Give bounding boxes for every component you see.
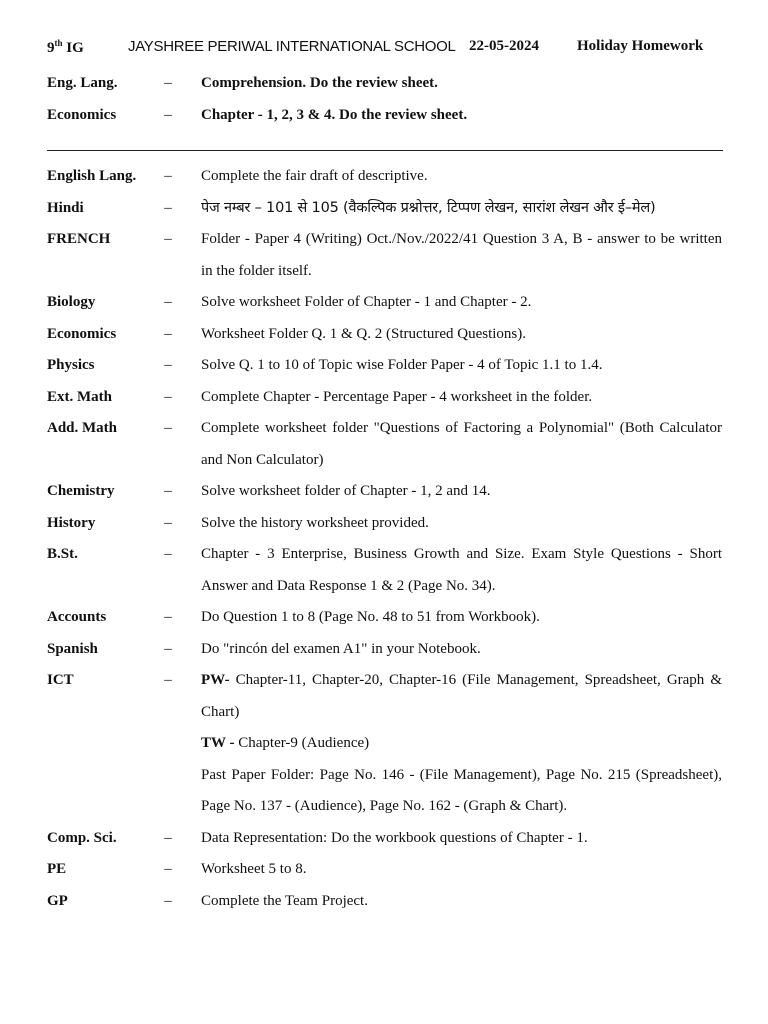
homework-row [47, 539, 723, 602]
task-text: Solve Q. 1 to 10 of Topic wise Folder Paper - 4 of Topic 1.1 to 1.4. [201, 357, 603, 373]
subject-name: Ext. Math [47, 388, 112, 405]
separator-dash: – [164, 106, 172, 123]
separator-dash: – [164, 199, 172, 216]
subject-name: Physics [47, 357, 95, 373]
separator-dash: – [164, 892, 172, 909]
subject-name: B.St. [47, 546, 78, 562]
homework-row [47, 413, 723, 476]
subject-name: History [47, 514, 96, 531]
task-text: Chapter - 1, 2, 3 & 4. Do the review sheet. [201, 106, 468, 123]
homework-row [47, 193, 723, 225]
ict-past-paper-task: Past Paper Folder: Page No. 146 - (File Management), Page No. 215 (Spreadsheet), Page No. 137 - (Audience), Page No. 162 - (Graph & Chart). [201, 766, 722, 814]
document-date: 22-05-2024 [469, 38, 539, 54]
homework-row-ict [47, 665, 723, 823]
subject-name: ICT [47, 672, 74, 688]
homework-row [47, 854, 723, 886]
separator-dash: – [164, 546, 172, 562]
subject-name: GP [47, 892, 68, 909]
task-text: Complete the fair draft of descriptive. [201, 168, 428, 184]
tw-label: TW - [201, 735, 235, 751]
subject-name: Eng. Lang. [47, 75, 118, 91]
ict-practical-task [201, 665, 722, 728]
top-section [47, 68, 723, 131]
document-header [47, 38, 723, 62]
task-text: Do Question 1 to 8 (Page No. 48 to 51 from Workbook). [201, 609, 540, 625]
subject-name: Accounts [47, 609, 107, 625]
subject-name: Spanish [47, 640, 98, 657]
document-title: Holiday Homework [577, 38, 704, 54]
homework-row [47, 508, 723, 540]
task-text-hindi: पेज नम्बर – 101 से 105 (वैकल्पिक प्रश्नोत्तर, टिप्पण लेखन, सारांश लेखन और ई–मेल) [201, 199, 656, 216]
homework-row [47, 68, 723, 100]
task-text: Do "rincón del examen A1" in your Notebook. [201, 640, 481, 657]
homework-row [47, 319, 723, 351]
section-divider [47, 150, 723, 151]
homework-row [47, 634, 723, 666]
separator-dash: – [164, 168, 172, 184]
homework-row [47, 823, 723, 855]
class-program: IG [62, 40, 84, 56]
separator-dash: – [164, 483, 172, 499]
homework-row [47, 100, 723, 132]
school-name: JAYSHREE PERIWAL INTERNATIONAL SCHOOL [128, 38, 456, 55]
subject-name: Comp. Sci. [47, 829, 117, 846]
subject-name: Hindi [47, 199, 84, 216]
separator-dash: – [164, 231, 172, 247]
subject-name: Economics [47, 106, 117, 123]
subject-name: Add. Math [47, 420, 118, 436]
homework-row [47, 161, 723, 193]
task-text: Folder - Paper 4 (Writing) Oct./Nov./2022/41 Question 3 A, B - answer to be written in the folder itself. [201, 231, 722, 279]
separator-dash: – [164, 75, 172, 91]
homework-row [47, 224, 723, 287]
separator-dash: – [164, 861, 172, 877]
homework-row [47, 350, 723, 382]
subject-name: FRENCH [47, 231, 111, 247]
homework-row [47, 382, 723, 414]
subject-name: Biology [47, 294, 96, 310]
task-text: Data Representation: Do the workbook questions of Chapter - 1. [201, 829, 588, 846]
separator-dash: – [164, 640, 172, 657]
separator-dash: – [164, 672, 172, 688]
separator-dash: – [164, 388, 172, 405]
task-text: Solve worksheet Folder of Chapter - 1 and Chapter - 2. [201, 294, 532, 310]
subject-name: PE [47, 861, 67, 877]
task-text: Chapter - 3 Enterprise, Business Growth and Size. Exam Style Questions - Short Answer and Data Response 1 & 2 (Page No. 34). [201, 546, 722, 594]
task-text: Solve worksheet folder of Chapter - 1, 2 and 14. [201, 483, 491, 499]
task-text: Solve the history worksheet provided. [201, 514, 429, 531]
separator-dash: – [164, 609, 172, 625]
pw-label: PW- [201, 672, 230, 688]
separator-dash: – [164, 829, 172, 846]
task-text: Worksheet 5 to 8. [201, 861, 307, 877]
homework-row [47, 602, 723, 634]
class-ordinal: th [54, 38, 63, 48]
subject-name: Economics [47, 325, 117, 342]
ict-theory-task [201, 728, 722, 760]
class-label [47, 38, 84, 57]
main-section [47, 161, 723, 917]
task-text: Complete worksheet folder "Questions of Factoring a Polynomial" (Both Calculator and Non Calculator) [201, 420, 722, 468]
separator-dash: – [164, 420, 172, 436]
homework-row [47, 287, 723, 319]
task-text: Complete Chapter - Percentage Paper - 4 worksheet in the folder. [201, 388, 593, 405]
class-number: 9 [47, 40, 55, 56]
separator-dash: – [164, 325, 172, 342]
separator-dash: – [164, 294, 172, 310]
separator-dash: – [164, 357, 172, 373]
separator-dash: – [164, 514, 172, 531]
tw-text: Chapter-9 (Audience) [234, 735, 370, 751]
homework-row [47, 476, 723, 508]
task-text: Complete the Team Project. [201, 892, 368, 909]
pw-text: Chapter-11, Chapter-20, Chapter-16 (File Management, Spreadsheet, Graph & Chart) [201, 672, 722, 720]
homework-row [47, 886, 723, 918]
subject-name: English Lang. [47, 168, 137, 184]
task-text: Comprehension. Do the review sheet. [201, 75, 438, 91]
subject-name: Chemistry [47, 483, 115, 499]
task-text: Worksheet Folder Q. 1 & Q. 2 (Structured Questions). [201, 325, 526, 342]
